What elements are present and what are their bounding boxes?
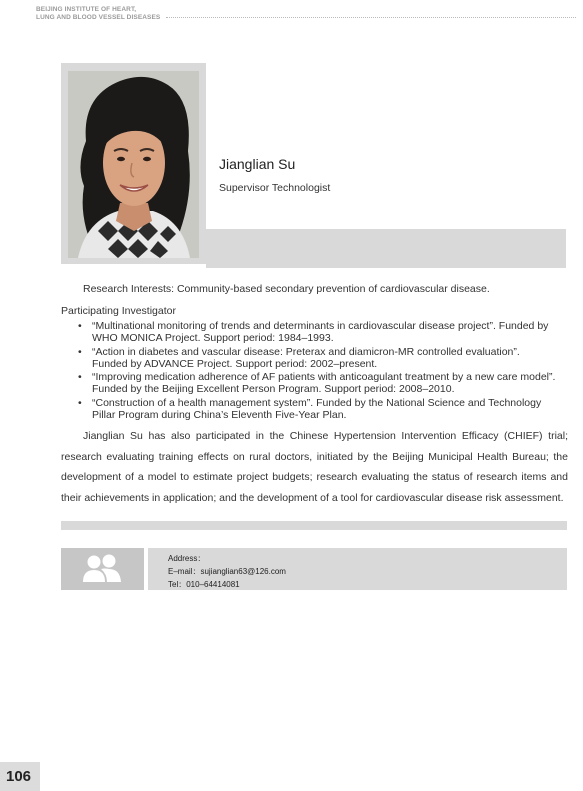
contact-info (148, 548, 567, 590)
header-dotted-rule (166, 17, 576, 18)
email-line: E–mail：sujianglian63@126.com (168, 567, 286, 576)
phone-line: Tel：010–64414081 (168, 580, 240, 589)
institute-name (36, 6, 160, 21)
list-item (78, 397, 570, 422)
list-item-line2: Funded by the Beijing Excellent Person Program. Support period: 2008–2010. (92, 383, 455, 396)
section-divider (61, 521, 567, 530)
bullet-icon: • (78, 396, 82, 409)
page-number: 106 (6, 768, 32, 785)
institute-name-line1: BEIJING INSTITUTE OF HEART, (36, 6, 137, 13)
summary-paragraph: Jianglian Su has also participated in the Chinese Hypertension Intervention Efficacy (CHIEF) trial; research evaluating training effects on rural doctors, initiated by the Beijing Municipal Health Bureau; the development of a model to estimate project budgets; research evaluating the status of research items and their achievements in application; and the development of a tool for cardiovascular disease risk assessment. (61, 430, 568, 504)
address-line: Address： (168, 554, 206, 563)
institute-name-line2: LUNG AND BLOOD VESSEL DISEASES (36, 13, 161, 21)
portrait-photo (68, 71, 199, 258)
bullet-icon: • (78, 371, 82, 384)
person-title: Supervisor Technologist (219, 182, 331, 194)
profile-grey-bar (206, 229, 566, 268)
project-list (78, 320, 570, 422)
list-item (78, 371, 570, 396)
contact-icon-box (61, 548, 144, 590)
list-item-line2: Funded by ADVANCE Project. Support period: 2002–present. (92, 357, 378, 370)
bullet-icon: • (78, 320, 82, 332)
list-item-line1: “Multinational monitoring of trends and determinants in cardiovascular disease project”. Funded by (92, 320, 549, 332)
list-item-line1: “Improving medication adherence of AF patients with anticoagulant treatment by a new care model”. (92, 371, 556, 384)
bullet-icon: • (78, 345, 82, 358)
list-item (78, 346, 570, 371)
list-item-line2: WHO MONICA Project. Support period: 1984–1993. (92, 332, 334, 345)
participating-heading: Participating Investigator (61, 305, 176, 317)
list-item-line2: Pillar Program during China’s Eleventh Five-Year Plan. (92, 409, 347, 422)
list-item-line1: “Action in diabetes and vascular disease: Preterax and diamicron-MR controlled evaluation”. (92, 345, 520, 358)
page-number-tab (0, 762, 40, 791)
list-item (78, 320, 570, 345)
person-name: Jianglian Su (219, 156, 296, 172)
portrait-illustration (68, 71, 199, 258)
users-icon (61, 548, 144, 590)
research-interests: Research Interests: Community-based secondary prevention of cardiovascular disease. (83, 283, 490, 295)
running-header (36, 6, 576, 26)
list-item-line1: “Construction of a health management system”. Funded by the National Science and Technology (92, 396, 542, 409)
